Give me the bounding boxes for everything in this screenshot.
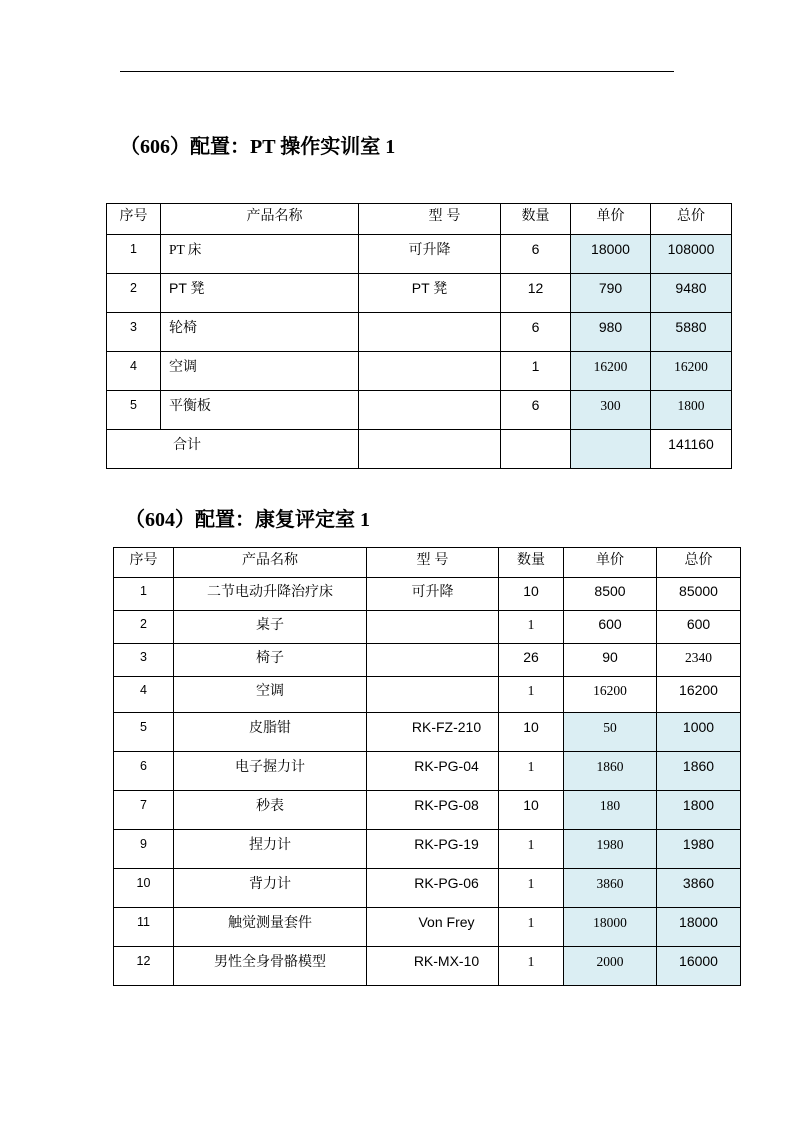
cell-quantity: 6 bbox=[501, 391, 571, 430]
cell-unit-price: 8500 bbox=[564, 578, 657, 611]
table-row bbox=[114, 578, 741, 611]
cell-total-price: 1800 bbox=[657, 791, 741, 830]
cell-quantity: 1 bbox=[499, 611, 564, 644]
cell-quantity: 1 bbox=[501, 352, 571, 391]
cell-total-price: 2340 bbox=[657, 644, 741, 677]
header-total-price: 总价 bbox=[657, 548, 741, 578]
cell-index: 1 bbox=[107, 235, 161, 274]
table-row bbox=[107, 274, 732, 313]
cell-total-price: 3860 bbox=[657, 869, 741, 908]
total-model bbox=[359, 430, 501, 469]
table-606 bbox=[106, 203, 732, 469]
section-606-heading: （606）配置：PT 操作实训室 1 bbox=[120, 136, 396, 158]
cell-quantity: 6 bbox=[501, 235, 571, 274]
cell-product-name: 二节电动升降治疗床 bbox=[174, 578, 367, 611]
cell-index: 2 bbox=[107, 274, 161, 313]
cell-unit-price: 50 bbox=[564, 713, 657, 752]
cell-unit-price: 600 bbox=[564, 611, 657, 644]
table-row bbox=[114, 713, 741, 752]
cell-model bbox=[359, 352, 501, 391]
table-row bbox=[114, 869, 741, 908]
cell-index: 4 bbox=[107, 352, 161, 391]
cell-product-name: 空调 bbox=[161, 352, 359, 391]
cell-quantity: 1 bbox=[499, 869, 564, 908]
cell-index: 9 bbox=[114, 830, 174, 869]
cell-total-price: 16200 bbox=[651, 352, 732, 391]
cell-unit-price: 3860 bbox=[564, 869, 657, 908]
cell-total-price: 1000 bbox=[657, 713, 741, 752]
cell-model bbox=[367, 677, 499, 713]
table-row bbox=[107, 391, 732, 430]
cell-index: 6 bbox=[114, 752, 174, 791]
cell-index: 12 bbox=[114, 947, 174, 986]
cell-unit-price: 90 bbox=[564, 644, 657, 677]
cell-unit-price: 300 bbox=[571, 391, 651, 430]
cell-quantity: 12 bbox=[501, 274, 571, 313]
header-quantity: 数量 bbox=[501, 204, 571, 235]
cell-total-price: 16200 bbox=[657, 677, 741, 713]
header-product-name: 产品名称 bbox=[174, 548, 367, 578]
cell-index: 4 bbox=[114, 677, 174, 713]
header-index: 序号 bbox=[107, 204, 161, 235]
cell-model: 可升降 bbox=[367, 578, 499, 611]
cell-quantity: 26 bbox=[499, 644, 564, 677]
cell-product-name: 轮椅 bbox=[161, 313, 359, 352]
cell-total-price: 1800 bbox=[651, 391, 732, 430]
cell-quantity: 1 bbox=[499, 947, 564, 986]
table-row bbox=[114, 611, 741, 644]
cell-unit-price: 180 bbox=[564, 791, 657, 830]
cell-product-name: 平衡板 bbox=[161, 391, 359, 430]
header-total-price: 总价 bbox=[651, 204, 732, 235]
header-unit-price: 单价 bbox=[571, 204, 651, 235]
header-quantity: 数量 bbox=[499, 548, 564, 578]
cell-model: 可升降 bbox=[359, 235, 501, 274]
header-unit-price: 单价 bbox=[564, 548, 657, 578]
cell-product-name: 背力计 bbox=[174, 869, 367, 908]
cell-product-name: 皮脂钳 bbox=[174, 713, 367, 752]
cell-product-name: 椅子 bbox=[174, 644, 367, 677]
table-row bbox=[107, 313, 732, 352]
cell-model: Von Frey bbox=[367, 908, 499, 947]
table-header-row bbox=[107, 204, 732, 235]
total-quantity bbox=[501, 430, 571, 469]
cell-unit-price: 1980 bbox=[564, 830, 657, 869]
cell-product-name: PT 床 bbox=[161, 235, 359, 274]
cell-model: RK-PG-04 bbox=[367, 752, 499, 791]
total-label: 合计 bbox=[107, 430, 359, 469]
cell-index: 5 bbox=[114, 713, 174, 752]
cell-model: RK-FZ-210 bbox=[367, 713, 499, 752]
cell-unit-price: 790 bbox=[571, 274, 651, 313]
cell-model bbox=[359, 313, 501, 352]
cell-quantity: 10 bbox=[499, 713, 564, 752]
header-model: 型 号 bbox=[367, 548, 499, 578]
table-row bbox=[114, 947, 741, 986]
cell-total-price: 108000 bbox=[651, 235, 732, 274]
cell-unit-price: 1860 bbox=[564, 752, 657, 791]
cell-total-price: 16000 bbox=[657, 947, 741, 986]
cell-index: 2 bbox=[114, 611, 174, 644]
cell-quantity: 1 bbox=[499, 752, 564, 791]
cell-product-name: PT 凳 bbox=[161, 274, 359, 313]
cell-total-price: 1980 bbox=[657, 830, 741, 869]
cell-total-price: 18000 bbox=[657, 908, 741, 947]
header-model: 型 号 bbox=[359, 204, 501, 235]
total-row bbox=[107, 430, 732, 469]
cell-product-name: 空调 bbox=[174, 677, 367, 713]
cell-product-name: 桌子 bbox=[174, 611, 367, 644]
cell-unit-price: 980 bbox=[571, 313, 651, 352]
table-row bbox=[114, 830, 741, 869]
table-row bbox=[114, 908, 741, 947]
cell-index: 1 bbox=[114, 578, 174, 611]
cell-index: 3 bbox=[114, 644, 174, 677]
table-header-row bbox=[114, 548, 741, 578]
cell-unit-price: 16200 bbox=[564, 677, 657, 713]
cell-unit-price: 16200 bbox=[571, 352, 651, 391]
table-row bbox=[114, 677, 741, 713]
cell-index: 7 bbox=[114, 791, 174, 830]
cell-quantity: 6 bbox=[501, 313, 571, 352]
table-row bbox=[114, 752, 741, 791]
cell-unit-price: 18000 bbox=[571, 235, 651, 274]
cell-quantity: 1 bbox=[499, 908, 564, 947]
cell-unit-price: 2000 bbox=[564, 947, 657, 986]
cell-quantity: 1 bbox=[499, 830, 564, 869]
cell-model: RK-PG-06 bbox=[367, 869, 499, 908]
cell-total-price: 600 bbox=[657, 611, 741, 644]
table-row bbox=[114, 644, 741, 677]
cell-index: 5 bbox=[107, 391, 161, 430]
table-row bbox=[107, 235, 732, 274]
cell-total-price: 1860 bbox=[657, 752, 741, 791]
cell-model: RK-PG-19 bbox=[367, 830, 499, 869]
total-price: 141160 bbox=[651, 430, 732, 469]
cell-product-name: 秒表 bbox=[174, 791, 367, 830]
cell-index: 11 bbox=[114, 908, 174, 947]
total-unit-price bbox=[571, 430, 651, 469]
section-604-heading: （604）配置：康复评定室 1 bbox=[125, 509, 370, 531]
cell-quantity: 10 bbox=[499, 791, 564, 830]
cell-total-price: 5880 bbox=[651, 313, 732, 352]
table-row bbox=[114, 791, 741, 830]
header-rule bbox=[120, 71, 674, 72]
cell-model: RK-MX-10 bbox=[367, 947, 499, 986]
cell-product-name: 捏力计 bbox=[174, 830, 367, 869]
cell-model: PT 凳 bbox=[359, 274, 501, 313]
cell-quantity: 10 bbox=[499, 578, 564, 611]
header-index: 序号 bbox=[114, 548, 174, 578]
table-row bbox=[107, 352, 732, 391]
cell-product-name: 电子握力计 bbox=[174, 752, 367, 791]
cell-product-name: 触觉测量套件 bbox=[174, 908, 367, 947]
cell-index: 3 bbox=[107, 313, 161, 352]
header-product-name: 产品名称 bbox=[161, 204, 359, 235]
cell-total-price: 85000 bbox=[657, 578, 741, 611]
cell-model: RK-PG-08 bbox=[367, 791, 499, 830]
cell-index: 10 bbox=[114, 869, 174, 908]
cell-product-name: 男性全身骨骼模型 bbox=[174, 947, 367, 986]
cell-unit-price: 18000 bbox=[564, 908, 657, 947]
cell-model bbox=[367, 611, 499, 644]
table-604 bbox=[113, 547, 741, 986]
cell-quantity: 1 bbox=[499, 677, 564, 713]
cell-model bbox=[359, 391, 501, 430]
cell-total-price: 9480 bbox=[651, 274, 732, 313]
cell-model bbox=[367, 644, 499, 677]
